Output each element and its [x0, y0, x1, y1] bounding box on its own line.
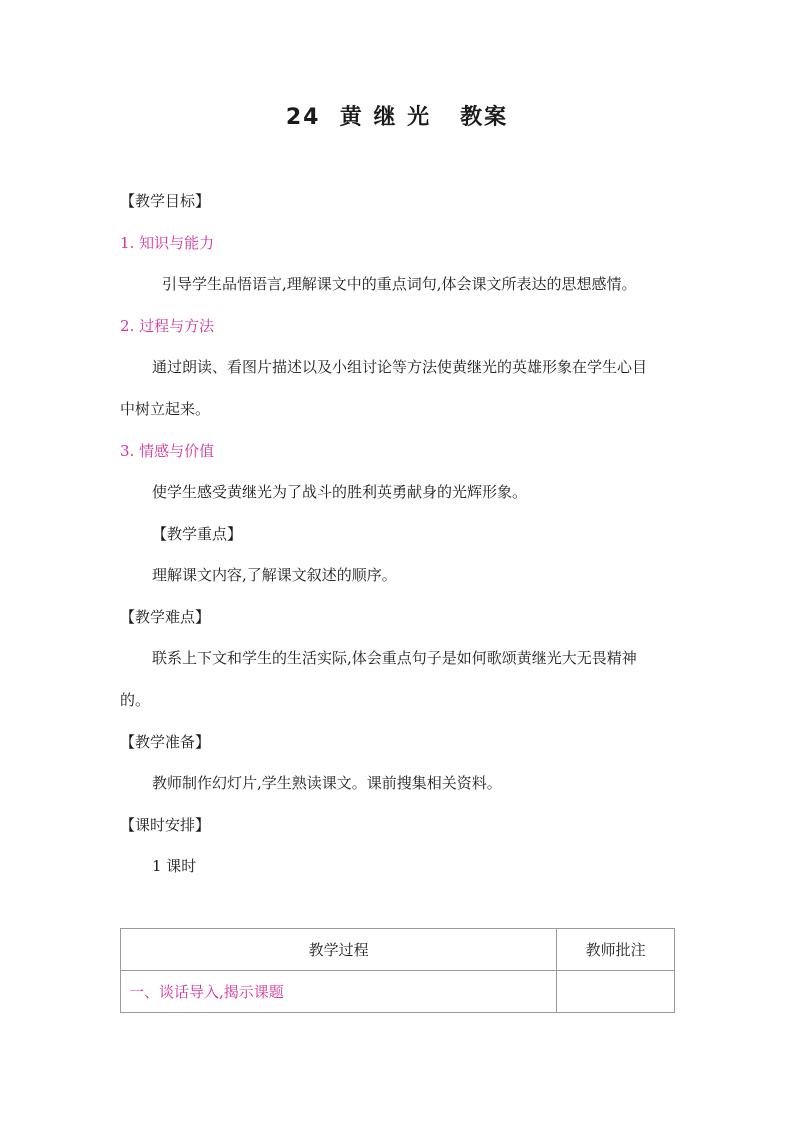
objective-2-text-line2: 中树立起来。 [120, 400, 211, 418]
schedule-text: 1 课时 [152, 857, 197, 875]
key-points-heading: 【教学重点】 [152, 525, 243, 543]
objective-2-text-line1: 通过朗读、看图片描述以及小组讨论等方法使黄继光的英雄形象在学生心目 [152, 358, 648, 376]
preparation-heading: 【教学准备】 [120, 733, 211, 751]
objectives-heading: 【教学目标】 [120, 192, 211, 210]
key-points-text: 理解课文内容,了解课文叙述的顺序。 [152, 566, 397, 584]
difficulties-heading: 【教学难点】 [120, 608, 211, 626]
page-title: 24 黄 继 光 教案 [285, 105, 509, 130]
table-header-notes: 教师批注 [557, 929, 675, 971]
table-row [121, 971, 675, 1013]
table-cell-step: 一、谈话导入,揭示课题 [121, 971, 557, 1013]
teaching-process-table [120, 928, 675, 1013]
schedule-heading: 【课时安排】 [120, 816, 211, 834]
table-header-process: 教学过程 [121, 929, 557, 971]
objective-1-title: 1. 知识与能力 [120, 234, 215, 252]
preparation-text: 教师制作幻灯片,学生熟读课文。课前搜集相关资料。 [152, 774, 502, 792]
objective-3-text: 使学生感受黄继光为了战斗的胜利英勇献身的光辉形象。 [152, 483, 528, 501]
table-header-row [121, 929, 675, 971]
objective-2-title: 2. 过程与方法 [120, 317, 215, 335]
difficulties-text-line1: 联系上下文和学生的生活实际,体会重点句子是如何歌颂黄继光大无畏精神 [152, 649, 637, 667]
objective-1-text: 引导学生品悟语言,理解课文中的重点词句,体会课文所表达的思想感情。 [162, 275, 637, 293]
table-cell-notes [557, 971, 675, 1013]
difficulties-text-line2: 的。 [120, 691, 151, 709]
objective-3-title: 3. 情感与价值 [120, 442, 215, 460]
